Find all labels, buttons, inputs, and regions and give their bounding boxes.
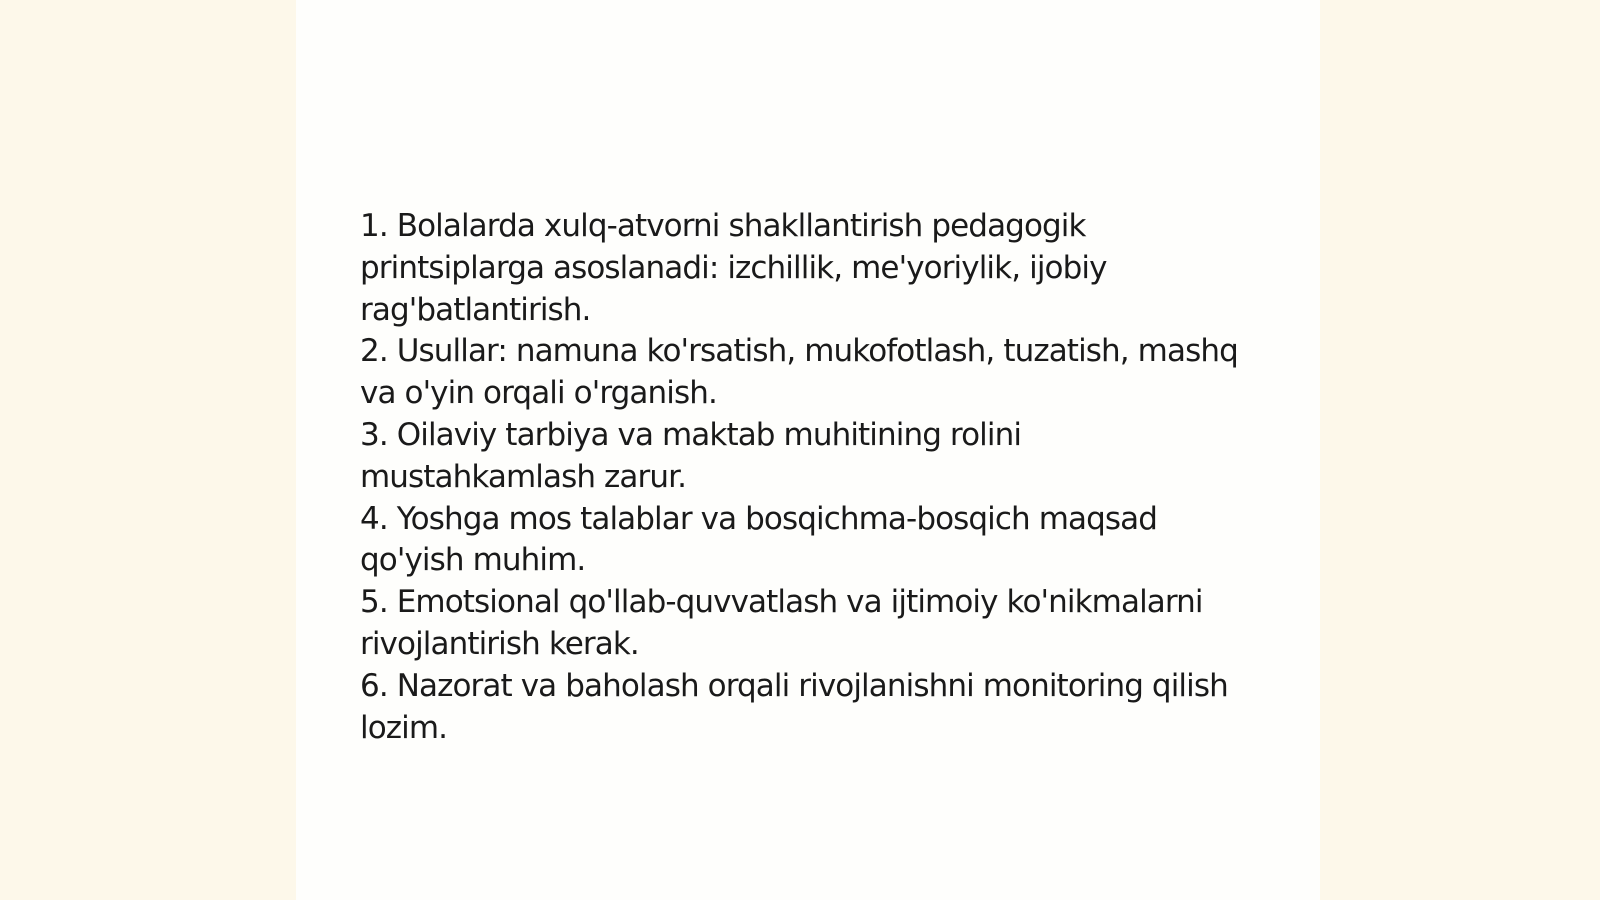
list-item: 1. Bolalarda xulq-atvorni shakllantirish pedagogik printsiplarga asoslanadi: izchillik, me'yoriylik, ijobiy rag'batlantirish.	[360, 208, 1107, 328]
list-item: 5. Emotsional qo'llab-quvvatlash va ijtimoiy ko'nikmalarni rivojlantirish kerak.	[360, 584, 1203, 662]
slide-page	[296, 0, 1320, 900]
list-item: 3. Oilaviy tarbiya va maktab muhitining rolini mustahkamlash zarur.	[360, 416, 1022, 495]
slide-body-text	[360, 206, 1260, 749]
list-item: 4. Yoshga mos talablar va bosqichma-bosqich maqsad qo'yish muhim.	[360, 500, 1158, 579]
list-item: 2. Usullar: namuna ko'rsatish, mukofotlash, tuzatish, mashq va o'yin orqali o'rganish.	[360, 333, 1238, 412]
list-item: 6. Nazorat va baholash orqali rivojlanishni monitoring qilish lozim.	[360, 667, 1228, 746]
